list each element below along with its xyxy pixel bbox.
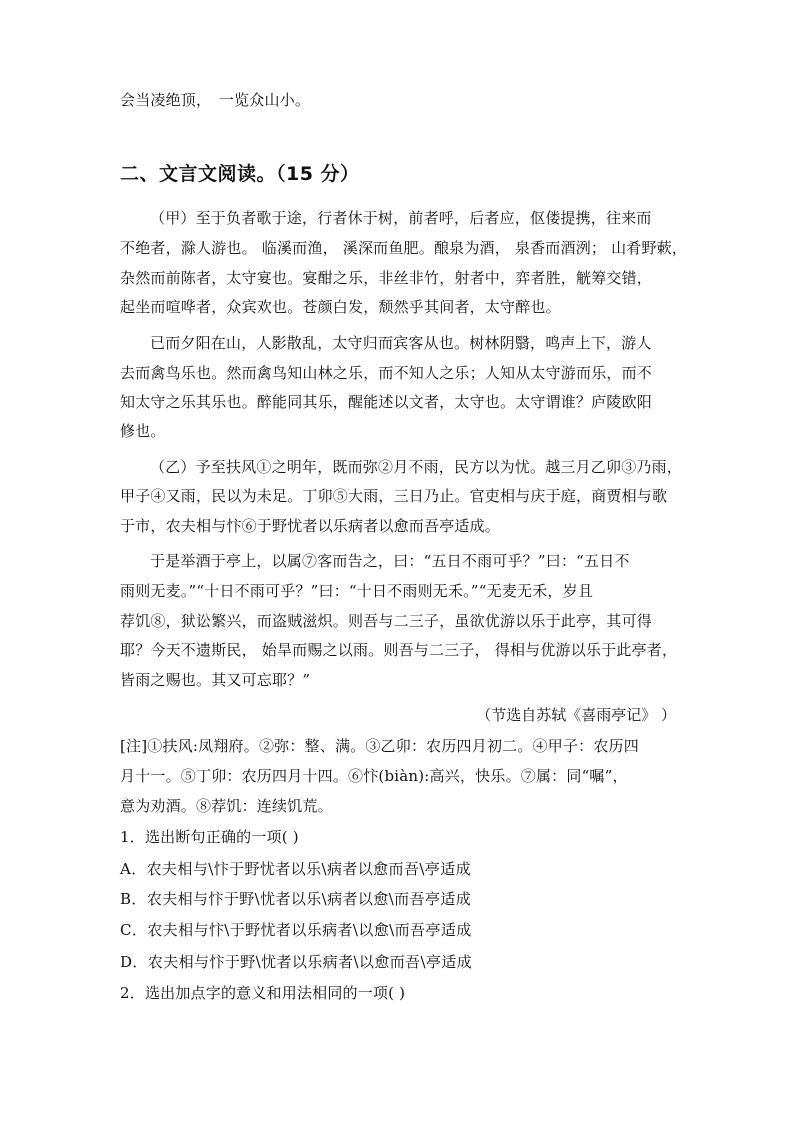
passage-a-p2-line-2: 去而禽鸟乐也。然而禽鸟知山林之乐，而不知人之乐；人知从太守游而乐，而不: [120, 364, 653, 382]
notes-line-2: 月十一。⑤丁卯：农历四月十四。⑥忭(biàn):高兴，快乐。⑦属：同“嘱”，: [120, 767, 628, 785]
passage-a-p2-line-3: 知太守之乐其乐也。醉能同其乐，醒能述以文者，太守也。太守谓谁？庐陵欧阳: [120, 393, 653, 411]
passage-b-p2-line-5: 皆雨之赐也。其又可忘耶？”: [120, 671, 311, 689]
passage-b-p2-line-1: 于是举酒于亭上，以属⑦客而告之，曰：“五日不雨可乎？”曰：“五日不: [150, 552, 630, 570]
notes-line-1: [注]①扶风:凤翔府。②弥：整、满。③乙卯：农历四月初二。④甲子：农历四: [120, 737, 639, 755]
passage-b-p2-line-2: 雨则无麦。”“十日不雨可乎？”曰：“十日不雨则无禾。”“无麦无禾，岁且: [120, 582, 594, 600]
passage-a-p1-line-2: 不绝者，滁人游也。 临溪而渔， 溪深而鱼肥。酿泉为酒， 泉香而酒洌； 山肴野蔌，: [120, 239, 688, 257]
question-1-option-c: C．农夫相与忭\于野忧者以乐病者\以愈\而吾亭适成: [120, 921, 472, 939]
question-1-option-b: B．农夫相与忭于野\忧者以乐\病者以愈\而吾亭适成: [120, 890, 472, 908]
passage-source: （节选自苏轼《喜雨亭记》 ）: [476, 706, 676, 724]
passage-b-p1-line-2: 甲子④又雨，民以为未足。丁卯⑤大雨，三日乃止。官吏相与庆于庭，商贾相与歌: [120, 487, 668, 505]
passage-b-p2-line-3: 荐饥⑧，狱讼繁兴，而盗贼滋炽。则吾与二三子，虽欲优游以乐于此亭，其可得: [120, 612, 653, 630]
passage-a-p1-line-4: 起坐而喧哗者，众宾欢也。苍颜白发，颓然乎其间者，太守醉也。: [120, 298, 561, 316]
passage-a-p1-line-3: 杂然而前陈者，太守宴也。宴酣之乐，非丝非竹，射者中，弈者胜，觥筹交错，: [120, 269, 653, 287]
question-1-option-d: D．农夫相与忭于野\忧者以乐病者\以愈而吾\亭适成: [120, 953, 473, 971]
question-1-stem: 1．选出断句正确的一项( ): [120, 828, 299, 846]
passage-a-p2-line-1: 已而夕阳在山，人影散乱，太守归而宾客从也。树林阴翳，鸣声上下，游人: [150, 334, 652, 352]
passage-b-p1-line-3: 于市，农夫相与忭⑥于野忧者以乐病者以愈而吾亭适成。: [120, 517, 501, 535]
question-1-option-a: A．农夫相与\忭于野忧者以乐\病者以愈而吾\亭适成: [120, 860, 471, 878]
section-title: 二、文言文阅读。（15 分）: [120, 163, 360, 185]
passage-b-p1-line-1: （乙）予至扶风①之明年，既而弥②月不雨，民方以为忧。越三月乙卯③乃雨，: [150, 458, 683, 476]
passage-b-p2-line-4: 耶？今天不遗斯民， 始旱而赐之以雨。则吾与二三子， 得相与优游以乐于此亭者，: [120, 641, 678, 659]
poem-tail-line: 会当凌绝顶， 一览众山小。: [120, 91, 311, 109]
notes-line-3: 意为劝酒。⑧荐饥：连续饥荒。: [120, 797, 333, 815]
passage-a-p1-line-1: （甲）至于负者歌于途，行者休于树，前者呼，后者应，伛偻提携，往来而: [150, 209, 652, 227]
question-2-stem: 2．选出加点字的意义和用法相同的一项( ): [120, 984, 406, 1002]
passage-a-p2-line-4: 修也。: [120, 422, 166, 440]
